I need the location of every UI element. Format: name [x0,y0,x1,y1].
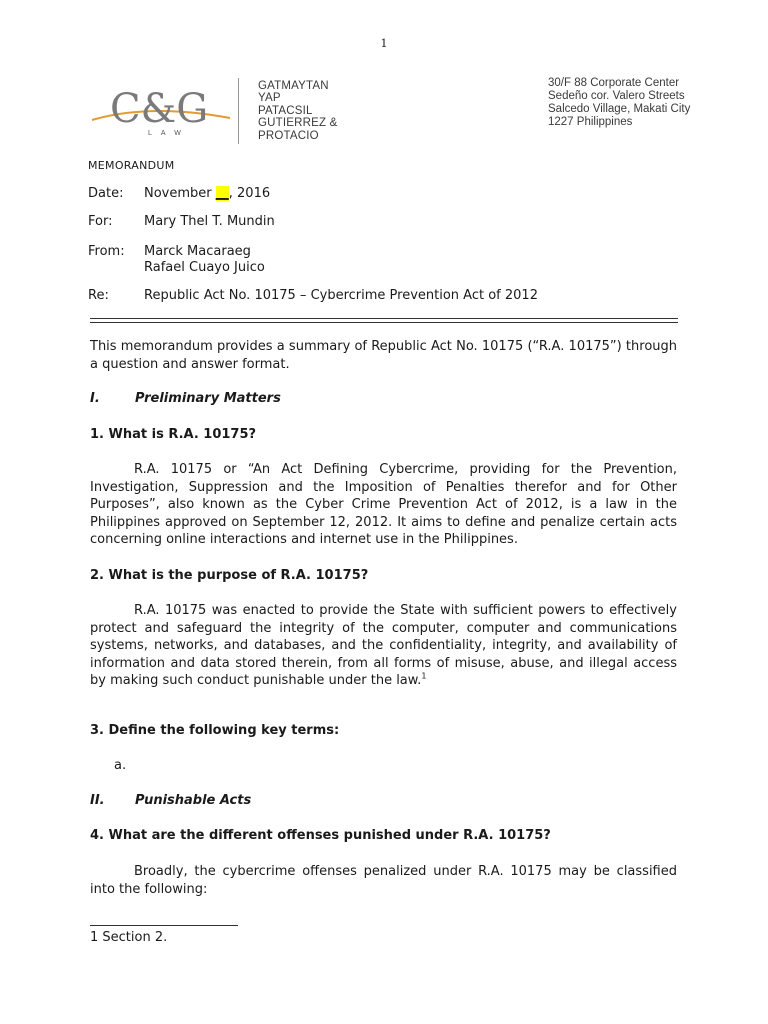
answer-2 [90,602,677,690]
question-2: 2. What is the purpose of R.A. 10175? [90,568,369,583]
date-blank: __ [215,186,229,201]
date-label: Date: [88,186,124,201]
answer-4-text: Broadly, the cybercrime offenses penalized under R.A. 10175 may be classified into the following: [90,864,677,897]
section-heading-2 [90,793,251,808]
question-4: 4. What are the different offenses punished under R.A. 10175? [90,828,551,843]
logo-subtext: LAW [148,130,190,137]
for-value: Mary Thel T. Mundin [144,214,275,229]
re-label: Re: [88,288,109,303]
firm-name-line: GUTIERREZ & [258,117,338,130]
firm-address [548,77,690,129]
for-label: For: [88,214,113,229]
answer-2-text: R.A. 10175 was enacted to provide the State with sufficient powers to effectively protect and safeguard the integrity of the computer, computer and communications systems, networks, and databases, and the confidentiality, integrity, and availability of information and data stored therein, from all forms of misuse, abuse, and illegal access by making such conduct punishable under the law. [90,603,677,688]
address-line: 30/F 88 Corporate Center [548,77,680,89]
question-1: 1. What is R.A. 10175? [90,427,257,442]
section-number: II. [90,793,105,808]
date-value [144,186,270,202]
from-label: From: [88,244,125,259]
firm-names [258,80,338,142]
intro-paragraph: This memorandum provides a summary of Republic Act No. 10175 (“R.A. 10175”) through a question and answer format. [90,339,677,372]
from-value [144,244,265,276]
answer-4 [90,863,677,898]
firm-name-line: PROTACIO [258,129,319,142]
footnote-reference: 1 [421,671,427,681]
header-rule-top [90,318,678,319]
header-rule-bottom [90,322,678,323]
address-line: 1227 Philippines [548,116,633,128]
re-value: Republic Act No. 10175 – Cybercrime Prevention Act of 2012 [144,288,538,303]
firm-name-line: PATACSIL [258,104,313,117]
question-3: 3. Define the following key terms: [90,723,340,738]
firm-name-line: GATMAYTAN [258,80,329,92]
answer-1-text: R.A. 10175 or “An Act Defining Cybercrime, providing for the Prevention, Investigation, Suppression and the Imposition of Penalties therefor and for Other Purposes”, also known as the Cyber Crime Prevention Act of 2012, is a law in the Philippines approved on September 12, 2012. It aims to define and penalize certain acts concerning online interactions and internet use in the Philippines. [90,462,677,547]
letterhead-divider [238,78,239,144]
from-name: Rafael Cuayo Juico [144,260,265,275]
firm-logo [90,78,235,148]
firm-name-line: YAP [258,92,281,105]
section-heading-1 [90,391,281,406]
address-line: Sedeño cor. Valero Streets [548,90,685,102]
svg-text:C&G: C&G [110,86,209,132]
section-number: I. [90,391,100,406]
page-number: 1 [380,37,388,50]
section-title: Punishable Acts [135,793,252,808]
footnote-rule [90,925,238,926]
section-title: Preliminary Matters [135,391,281,406]
logo-mark-icon [90,78,235,148]
date-suffix: , 2016 [228,186,271,201]
date-prefix: November [144,186,216,201]
address-line: Salcedo Village, Makati City [548,103,691,115]
answer-1 [90,461,677,549]
list-item: a. [114,758,127,773]
footnote: 1 Section 2. [90,930,168,945]
from-name: Marck Macaraeg [144,244,251,259]
memo-title: MEMORANDUM [88,159,175,172]
